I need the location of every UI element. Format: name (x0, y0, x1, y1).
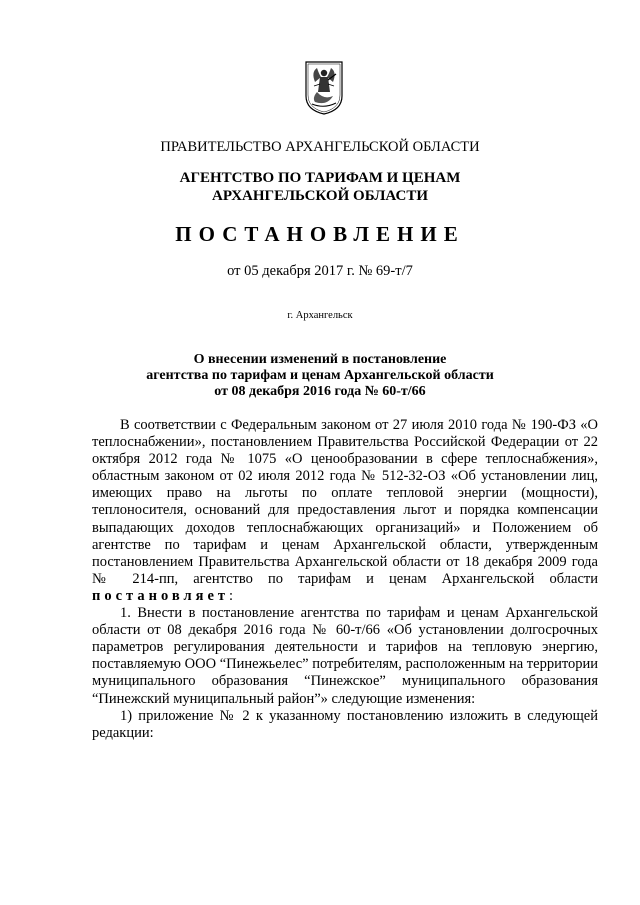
government-name: ПРАВИТЕЛЬСТВО АРХАНГЕЛЬСКОЙ ОБЛАСТИ (160, 139, 480, 155)
archangel-emblem-icon (303, 60, 345, 116)
date-and-number: от 05 декабря 2017 г. № 69-т/7 (227, 263, 413, 279)
agency-name-line1: АГЕНТСТВО ПО ТАРИФАМ И ЦЕНАМ (179, 170, 461, 186)
subject-line1: О внесении изменений в постановление (193, 352, 447, 367)
document-subject (0, 352, 640, 400)
preamble-paragraph (92, 417, 598, 605)
clause-1-1-paragraph: 1) приложение № 2 к указанному постановлению изложить в следующей редакции: (92, 707, 598, 741)
document-type-title: ПОСТАНОВЛЕНИЕ (175, 222, 465, 246)
coat-of-arms-emblem (303, 60, 345, 116)
preamble-text: В соответствии с Федеральным законом от 27 июля 2010 года № 190-ФЗ «О теплоснабжении», постановлением Правительства Российской Федерации от 22 октября 2012 года № 1075 «О ценообразовании в сфере теплоснабжения», областным законом от 02 июля 2012 года № 512-32-ОЗ «Об установлении лиц, имеющих право на льготы по оплате тепловой энергии (мощности), теплоносителя, оснований для предоставления льгот и порядка компенсации выпадающих доходов теплоснабжающих организаций» и Положением об агентстве по тарифам и ценам Архангельской области, утвержденным постановлением Правительства Архангельской области от 18 декабря 2009 года № 214-пп, агентство по тарифам и ценам Архангельской области (92, 417, 598, 587)
agency-name-line2: АРХАНГЕЛЬСКОЙ ОБЛАСТИ (212, 188, 428, 204)
clause-1-paragraph: 1. Внести в постановление агентства по тарифам и ценам Архангельской области от 08 декабря 2016 года № 60-т/66 «Об установлении долгосрочных параметров регулирования деятельности и тарифов на тепловую энергию, поставляемую ООО “Пинежьелес” потребителям, расположенным на территории муниципального образования “Пинежское” муниципального образования “Пинежский муниципальный район”» следующие изменения: (92, 605, 598, 707)
agency-name (0, 169, 640, 205)
preamble-end: : (229, 587, 234, 604)
subject-line2: агентства по тарифам и ценам Архангельской области (146, 368, 494, 383)
document-body (92, 417, 598, 742)
resolves-keyword: постановляет (92, 587, 230, 604)
city-name: г. Архангельск (287, 310, 353, 321)
subject-line3: от 08 декабря 2016 года № 60-т/66 (214, 384, 426, 399)
